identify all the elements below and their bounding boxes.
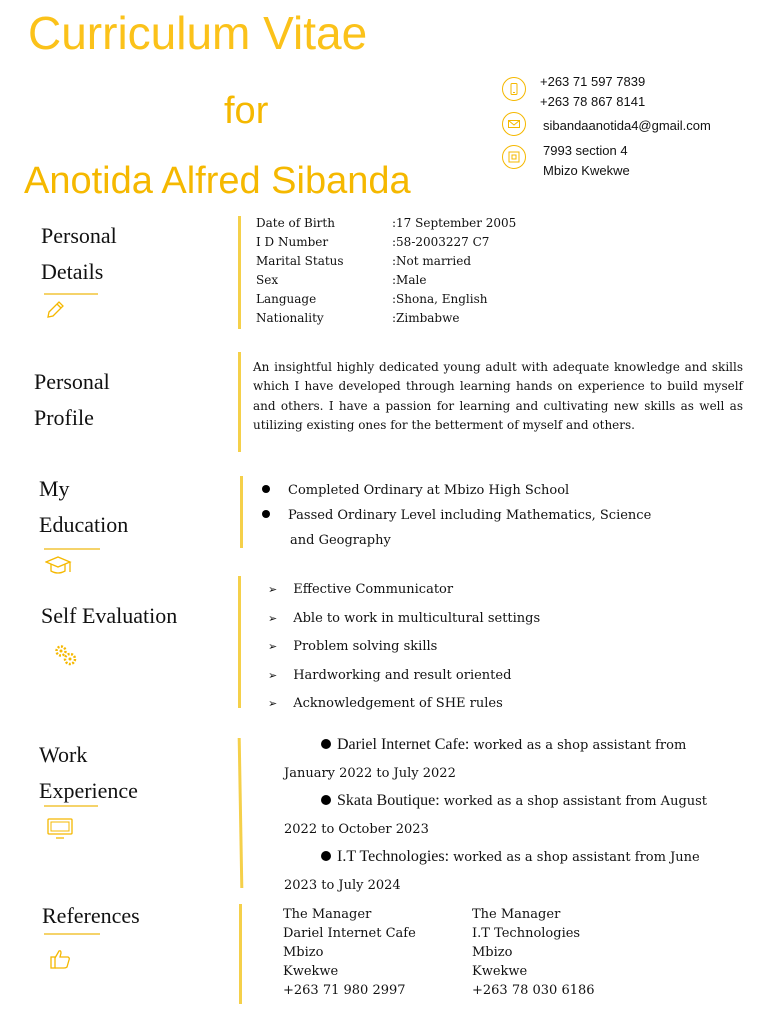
work-list — [284, 731, 744, 900]
work-item-continued: 2023 to July 2024 — [284, 877, 401, 893]
employer-name: Skata Boutique: — [337, 792, 440, 810]
education-item-continued: and Geography — [290, 533, 391, 548]
detail-row — [256, 309, 516, 328]
detail-row — [256, 214, 516, 233]
graduation-cap-icon — [45, 556, 73, 582]
profile-text: An insightful highly dedicated young adult with adequate knowledge and skills which I have developed through learning hands on experience to build myself and others. I have a passion for learning and cultivating new skills as well as utilizing existing ones for the betterment of myself and others. — [253, 360, 743, 432]
heading-line-1: Work — [39, 742, 88, 767]
heading-line-1: My — [39, 476, 70, 501]
work-item-continued: January 2022 to July 2022 — [284, 765, 456, 781]
section-divider — [239, 904, 242, 1004]
detail-value: :Zimbabwe — [392, 311, 460, 325]
pencil-icon — [45, 300, 65, 324]
evaluation-item: ➢ Effective Communicator — [268, 582, 454, 597]
thumbs-up-icon — [50, 948, 72, 974]
detail-row — [256, 290, 516, 309]
work-item — [284, 787, 744, 816]
work-desc: worked as a shop assistant from August — [439, 794, 708, 810]
detail-value: :Shona, English — [392, 292, 488, 306]
heading-line-1: Personal — [41, 223, 117, 248]
employer-name: Dariel Internet Cafe: — [337, 736, 470, 753]
heading-line-2: Details — [41, 259, 104, 284]
detail-label: Marital Status — [256, 254, 344, 268]
work-item — [284, 731, 744, 760]
education-item: Completed Ordinary at Mbizo High School — [262, 478, 651, 503]
heading-underline — [44, 933, 100, 935]
education-item: Passed Ordinary Level including Mathematics, Science — [262, 503, 651, 528]
evaluation-item: ➢ Hardworking and result oriented — [268, 667, 512, 683]
contact-phones — [540, 72, 645, 112]
phone-icon — [502, 77, 526, 101]
work-item-continued: 2022 to October 2023 — [284, 821, 429, 837]
work-experience-heading — [39, 737, 138, 809]
heading-line-2: Experience — [39, 778, 138, 803]
personal-details-list — [256, 214, 516, 328]
education-list — [262, 478, 651, 553]
reference-2: The Manager I.T Technologies Mbizo Kwekwe +263 78 030 6186 — [472, 907, 595, 998]
detail-label: Date of Birth — [256, 216, 335, 230]
cv-title: Curriculum Vitae — [28, 7, 368, 59]
cv-name: Anotida Alfred Sibanda — [24, 160, 411, 202]
personal-details-heading — [41, 218, 117, 290]
section-divider — [238, 216, 241, 329]
work-desc: worked as a shop assistant from — [469, 738, 687, 753]
heading-line-1: Personal — [34, 369, 110, 394]
employer-name: I.T Technologies: — [337, 848, 450, 866]
address-line-2: Mbizo Kwekwe — [543, 163, 630, 178]
detail-value: :Male — [392, 273, 427, 287]
section-divider — [240, 476, 243, 548]
detail-label: Language — [256, 292, 317, 306]
phone-2: +263 78 867 8141 — [540, 94, 646, 109]
monitor-icon — [47, 818, 73, 844]
email-address: sibandaanotida4@gmail.com — [543, 118, 711, 133]
work-desc: worked as a shop assistant from June — [449, 850, 700, 866]
section-divider — [238, 576, 241, 708]
heading-line-2: Education — [39, 512, 129, 537]
heading-underline — [44, 293, 98, 295]
detail-label: I D Number — [256, 235, 329, 249]
detail-row — [256, 271, 516, 290]
education-heading — [39, 471, 128, 543]
personal-profile-heading — [34, 364, 110, 436]
phone-1: +263 71 597 7839 — [540, 74, 646, 89]
section-divider — [238, 352, 241, 452]
detail-label: Sex — [256, 273, 279, 287]
heading-line-2: Profile — [34, 405, 94, 430]
address-icon — [502, 145, 526, 169]
self-evaluation-list — [268, 576, 540, 719]
heading-underline — [44, 548, 100, 550]
gears-icon — [53, 643, 79, 671]
email-icon — [502, 112, 526, 136]
detail-value: :58-2003227 C7 — [392, 235, 490, 249]
evaluation-item: ➢ Problem solving skills — [268, 639, 438, 655]
detail-value: :Not married — [392, 254, 472, 268]
references-heading: References — [42, 903, 140, 928]
self-evaluation-heading: Self Evaluation — [41, 603, 178, 628]
detail-row — [256, 233, 516, 252]
heading-underline — [44, 805, 98, 807]
evaluation-item: ➢ Acknowledgement of SHE rules — [268, 696, 503, 712]
detail-value: :17 September 2005 — [392, 216, 517, 230]
address-line-1: 7993 section 4 — [543, 143, 628, 158]
detail-row — [256, 252, 516, 271]
reference-1: The Manager Dariel Internet Cafe Mbizo Kwekwe +263 71 980 2997 — [283, 907, 416, 998]
section-divider — [238, 738, 244, 888]
detail-label: Nationality — [256, 311, 324, 325]
work-item — [284, 843, 744, 872]
evaluation-item: ➢ Able to work in multicultural settings — [268, 610, 541, 626]
contact-address — [543, 141, 630, 181]
cv-for: for — [224, 90, 269, 132]
